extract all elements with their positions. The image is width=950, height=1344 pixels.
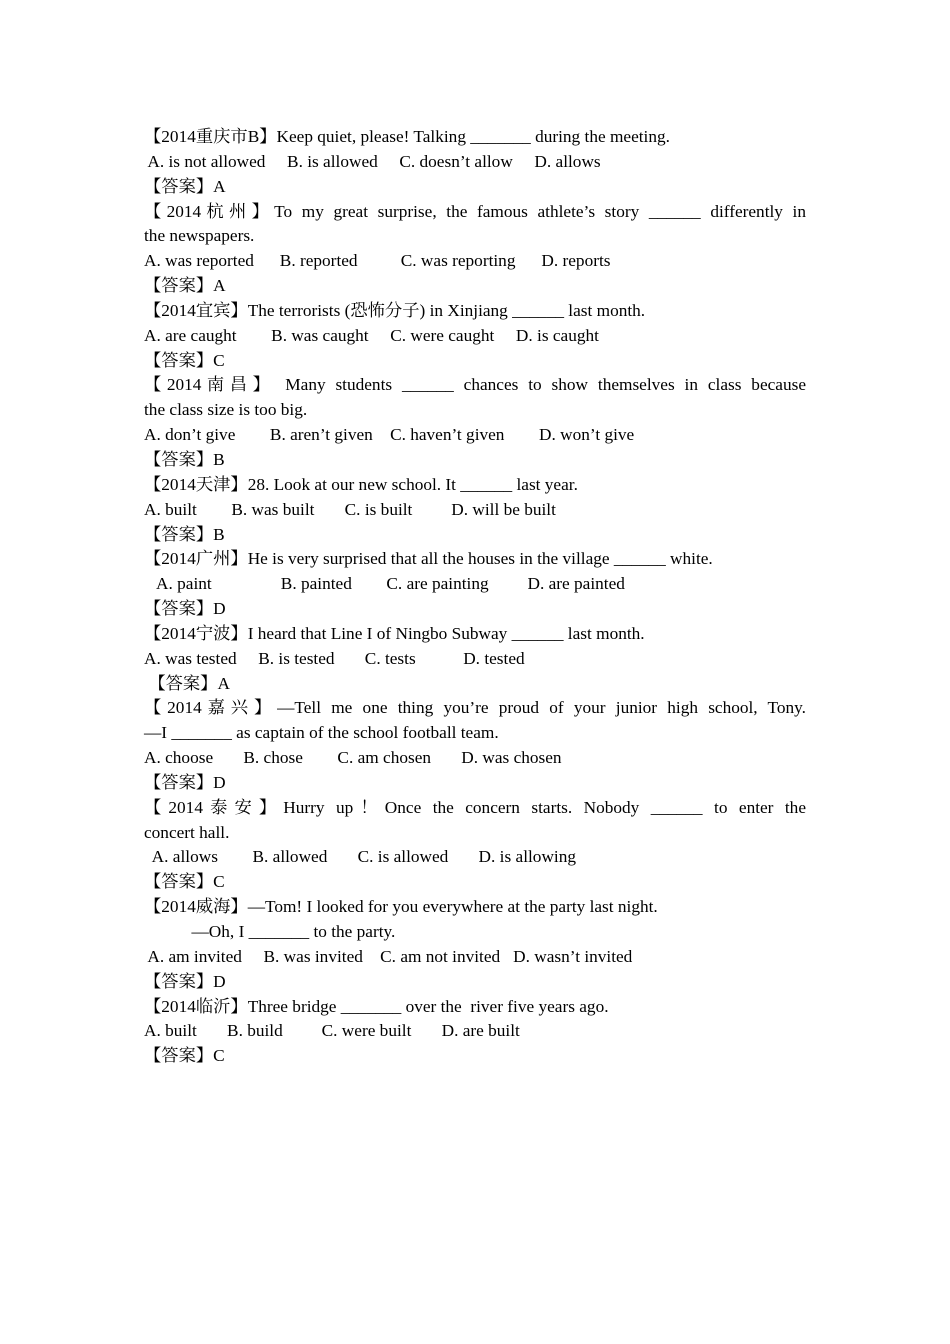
question-options: A. don’t give B. aren’t given C. haven’t given D. won’t give [144,425,635,445]
question-answer: 【答案】D [144,599,226,619]
question-answer: 【答案】A [144,176,226,196]
question-options: A. built B. build C. were built D. are built [144,1021,520,1041]
question-options: A. paint B. painted C. are painting D. are painted [144,574,625,594]
question-options: A. built B. was built C. is built D. will be built [144,499,556,519]
question-answer: 【答案】B [144,449,225,469]
question-stem: 【2014广州】He is very surprised that all the houses in the village ______ white. [144,549,713,569]
question-stem: 【2014天津】28. Look at our new school. It ______ last year. [144,474,578,494]
question-options: A. am invited B. was invited C. am not invited D. wasn’t invited [144,946,633,966]
question-1 [144,125,806,200]
question-stem-continued: —Oh, I _______ to the party. [144,922,396,941]
question-answer: 【答案】C [144,350,225,370]
question-10 [144,895,806,994]
question-8 [144,696,806,795]
document-page [144,125,806,1069]
question-11 [144,995,806,1070]
question-stem: 【2014泰安】Hurry up！Once the concern starts. Nobody ______ to enter the [144,797,806,817]
question-stem: 【2014重庆市B】Keep quiet, please! Talking _______ during the meeting. [144,127,670,146]
question-stem-continued: concert hall. [144,822,230,842]
question-answer: 【答案】A [144,673,230,693]
question-stem-continued: —I _______ as captain of the school football team. [144,723,499,743]
question-answer: 【答案】D [144,971,226,991]
question-options: A. is not allowed B. is allowed C. doesn’t allow D. allows [144,151,601,171]
question-options: A. was tested B. is tested C. tests D. tested [144,648,525,668]
question-answer: 【答案】A [144,276,226,296]
question-stem: 【2014宜宾】The terrorists (恐怖分子) in Xinjiang ______ last month. [144,300,646,320]
question-stem: 【2014嘉兴】—Tell me one thing you’re proud of your junior high school, Tony. [144,698,806,718]
question-options: A. was reported B. reported C. was reporting D. reports [144,251,611,271]
question-stem: 【2014南昌】 Many students ______ chances to show themselves in class because [144,375,806,395]
question-5 [144,473,806,548]
question-answer: 【答案】D [144,772,226,792]
question-stem-continued: the newspapers. [144,226,255,246]
question-stem: 【2014宁波】I heard that Line I of Ningbo Subway ______ last month. [144,623,645,643]
question-options: A. are caught B. was caught C. were caught D. is caught [144,325,599,345]
question-answer: 【答案】B [144,524,225,544]
question-stem-continued: the class size is too big. [144,400,308,420]
question-stem: 【2014临沂】Three bridge _______ over the river five years ago. [144,996,609,1016]
question-options: A. choose B. chose C. am chosen D. was chosen [144,748,562,768]
question-answer: 【答案】C [144,1046,225,1066]
question-7 [144,622,806,697]
question-2 [144,200,806,299]
question-6 [144,547,806,622]
question-9 [144,796,806,895]
question-3 [144,299,806,374]
question-stem: 【2014威海】—Tom! I looked for you everywhere at the party last night. [144,897,658,917]
question-answer: 【答案】C [144,872,225,892]
question-4 [144,373,806,472]
question-options: A. allows B. allowed C. is allowed D. is allowing [144,847,577,867]
question-stem: 【2014杭州】To my great surprise, the famous athlete’s story ______ differently in [144,201,806,221]
